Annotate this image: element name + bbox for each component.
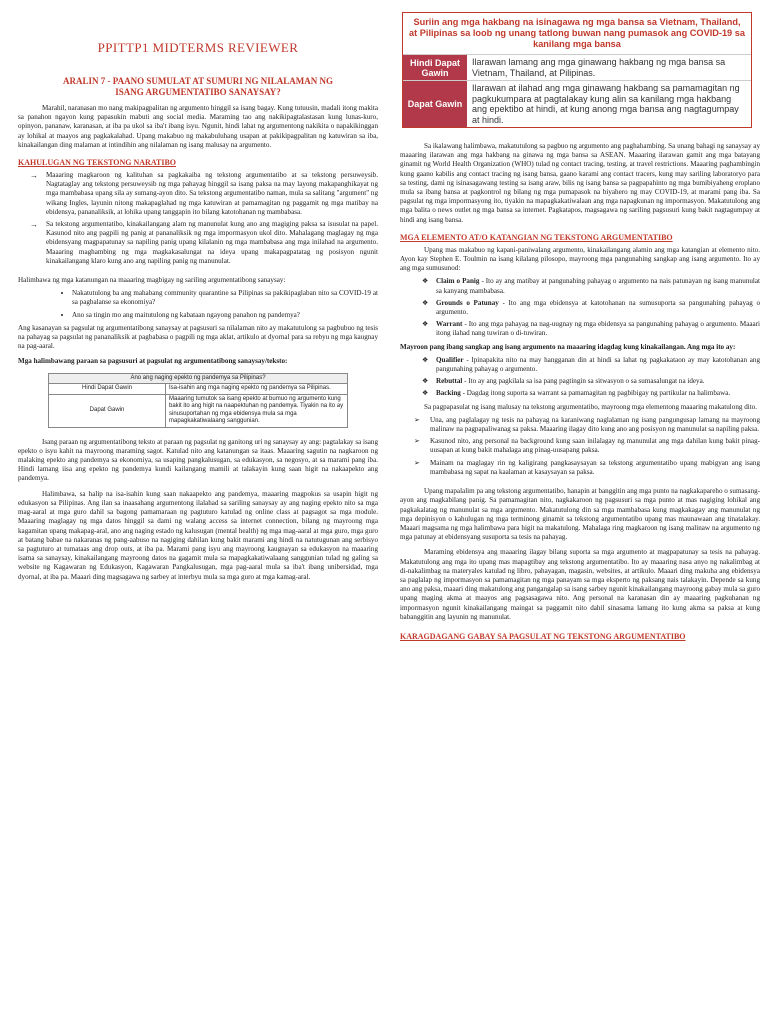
right-column [400,0,760,645]
table-row: Hindi Dapat Gawin Isa-isahin ang mga naging epekto ng pandemya sa Pilipinas. [49,384,348,395]
paragraph: Mayroon pang ibang sangkap ang isang argumento na maaaring idagdag kung kinakailangan. Ang mga ito ay: [400,342,736,351]
list-item: ❖ Grounds o Patunay - Ito ang mga ebidensya at katotohanan na sumusuporta sa pangunahing pahayag o argumento. [436,299,760,317]
list-item: ❖ Warrant - Ito ang mga pahayag na nag-uugnay ng mga ebidensya sa pangunahing pahayag o argumento. Maaari itong ilahad nang tuwiran o di-tuwiran. [436,320,760,338]
section-heading-karagdagan: KARAGDAGANG GABAY SA PAGSULAT NG TEKSTONG ARGUMENTATIBO [400,631,686,641]
lesson-title: ARALIN 7 - PAANO SUMULAT AT SUMURI NG NILALAMAN NG ISANG ARGUMENTATIBO SANAYSAY? [63,76,333,97]
page-title: PPITTP1 MIDTERMS REVIEWER [97,40,299,55]
comparison-box [402,12,752,128]
example-table [48,373,348,428]
list-item: • Ano sa tingin mo ang maitutulong ng kabataan ngayong panahon ng pandemya? [72,311,378,320]
paragraph: Halimbawa ng mga katanungan na maaaring magbigay ng sariling argumentatibong sanaysay: [18,276,286,285]
section-heading-elemento: MGA ELEMENTO AT/O KATANGIAN NG TEKSTONG ARGUMENTATIBO [400,232,673,242]
list-item: ❖ Backing - Dagdag itong suporta sa warrant sa pamamagitan ng pagbibigay ng partikular na halimbawa. [436,389,760,398]
chevron-list [400,416,760,477]
elements-list [400,277,760,338]
list-item: ➢ Una, ang paglalagay ng tesis na pahayag na karaniwang naglalaman ng isang pangungusap lamang na mayroong malinaw na pagpapaliwanag sa paksa. Maaaring ilagay dito kung ano ang posisyon ng manunulat sa napiling paksa. [430,416,760,434]
paragraph: Sa ikalawang halimbawa, makatutulong sa pagbuo ng argumento ang paghahambing. Sa unang bahagi ng sanaysay ay maaaring ilarawan ang mga hakbang na ginawa ng mga bansa sa ASEAN. Maaaring ilarawan gamit ang mga batayang ginamit ng World Health Organization (WHO) tulad ng contact tracing, testing, at travel restrictions. Maaaring paghambingin kung gaano kabilis ang contact tracing ng isang bansa, gaano karami ang contact tracers, kung may sariling laboratoryo para sa testing, dami ng isinasagawang testing sa isang araw, bilis ng isang bansa sa pagpapahinto ng mga bumibiyaheng eroplano mula sa ibang bansa at pagkontrol ng bilang ng mga pumapasok na biyahero ng may COVID-19, at marami pang iba. Sa pagsulat ng mga impormasyong ito, tiyakin na mapagkakatiwalaan ang mga napagkunan ng impormasyon. Makatutulong ang mga balita o news outlet ng mga bansa sa internet. Pagkatapos, magsagawa ng sariling pagsusuri kung bakit nagtagumpay at hindi ang isang bansa. [400,142,760,224]
paragraph: Upang mas makabuo ng kapani-paniwalang argumento, kinakailangang alamin ang mga katangian at elemento nito. Ayon kay Stephen E. Toulmin na isang kilalang pilosopo, mayroong mga pangunahing sangkap ang isang argumento. Ito ay ang mga sumusunod: [400,245,760,273]
arrow-list [18,171,378,266]
table-header: Ano ang naging epekto ng pandemya sa Pilipinas? [49,373,348,384]
list-item: • Nakatutulong ba ang mahabang community quarantine sa Pilipinas sa pakikipaglaban nito sa COVID-19 at sa pagbalanse sa ekonomiya? [72,289,378,307]
list-item: → Sa tekstong argumentatibo, kinakailangang alam ng manunulat kung ano ang magiging paksa sa isusulat na papel. Kasunod nito ang pagpili ng panig at pananaliksik ng mga impormasyon ukol dito. Mahalagang maglagay ng mga ebidensyang magpapatunay sa napiling panig upang kilalanin ng mga mambabasa ang mga inilahad na argumento. Maaaring maghambing ng mga magkakasalungat na ideya upang makapagpatatag ng posisyon ngunit kinakailangang klaro kung ano ang napiling panig ng manunulat. [46,220,378,266]
paragraph: Isang paraan ng argumentatibong teksto at paraan ng pagsulat ng ganitong uri ng sanaysay ay ang: pagtalakay sa isang epekto o isyu kahit na mayroong maraming sagot. Katulad nito ang katanungan sa itaas. Maaaring sagutin na nagkaroon ng malaking epekto ang pandemya sa ekonomiya, sa usaping pangkalusugan, sa edukasyon, sa negosyo, at sa marami pang iba. Hindi lamang iisa ang epekto ng pandemya kundi kailangang mamili at talakayin kung saan higit na nakaapekto ang pandemya. [18,437,378,483]
list-item: ❖ Qualifier - Ipinapakita nito na may hangganan din at hindi sa lahat ng pagkakataon ay may katotohanan ang pangunahing pahayag o argumento. [436,356,760,374]
list-item: ➢ Mainam na maglagay rin ng kaligirang pangkasaysayan sa tekstong argumentatibo upang mabigyan ang isang mambabasa ng sapat na kaalaman at kasaysayan sa paksa. [430,459,760,477]
box-row: Dapat Gawin Ilarawan at ilahad ang mga ginawang hakbang sa pamamagitan ng pagkukumpara at pagtalakay kung alin sa kanilang mga hakbang ang epektibo at hindi, at kung anong mga bansa ang nagtagumpay at hindi. [403,80,751,127]
paragraph: Halimbawa, sa halip na isa-isahin kung saan nakaapekto ang pandemya, maaaring magpokus sa usapin higit ng edukasyon sa Pilipinas. Ang ilan sa inaasahang argumentong ilalahad sa sariling sanaysay ay ang naging epekto nito sa mga mag-aaral at mga guro dahil sa bagong pamamaraan ng pagtuturo katulad ng online class at pagsagot sa mga module. Maaaring maglagay ng mga datos hinggil sa dami ng walang access sa internet connection, bilang ng mayroong mga kagamitan upang makapag-aral, ano ang naging estado ng kalusugan (mental health) ng mga mag-aaral at mga guro, mga guro at batang babae na nakaranas ng pang-aabuso na nagiging dahilan kung bakit marami ang hindi na natutugunan ang serbisyo sa pagtuturo at tumataas ang drop outs, at iba pa. Marami pang isyu ang mayroong kaugnayan sa edukasyon na maaaring isama sa sanaysay, kinakailangang mayroong datos na gagamit mula sa mapagkakatiwalaang sanggunian tulad ng galing sa website ng Kagawaran ng Edukasyon, Kagawaran Pangkalusugan, mga pag-aaral mula sa iba't ibang unibersidad, mga dyornal, at iba pa. Maaari ding magsagawa ng sarbey at interbyu mula sa mga guro at mga kamag-aral. [18,489,378,581]
paragraph: Maraming ebidensya ang maaaring ilagay bilang suporta sa mga argumento at magpapatunay sa tesis na pahayag. Makatutulong ang mga ito upang mas mapagtibay ang tekstong argumentatibo. Ito ay maaaring nasa anyo ng nakalimbag at di-nakalimbag na materyales katulad ng libro, pahayagan, magasin, websites, at artikulo. Maaari ding makuha ang ebidensya sa paglalap ng impormasyon sa pamamagitan ng mga panayam sa mga eksperto ng paksang nais talakayin. Depende sa kung ano ang paksa, maaari ding makatulong ang pangangalap sa isang sarbey ngunit kinakailangang mayroong gabay mula sa guro upang maging akma at maayos ang pagsasagawa nito. Ang personal na karanasan din ay maaaring pagkuhanan ng impormasyon ngunit kinakailangang maingat sa paggamit nito dahil sinasama lamang ito kung akma sa paksa at kung babanggitin ang layunin ng manunulat. [400,548,760,621]
list-item: ❖ Claim o Panig - Ito ay ang matibay at pangunahing pahayag o argumento na nais patunayan ng isang manunulat sa kanyang mambabasa. [436,277,760,295]
table-row: Dapat Gawin Maaaring tumutok sa isang epekto at bumuo ng argumento kung bakit ito ang higit na naapektuhan ng pandemya. Tiyakin na ito ay sinusuportahan ng mga ebidensya mula sa mga mapagkakatiwalaang sanggunian. [49,394,348,427]
list-item: ➢ Kasunod nito, ang personal na background kung saan inilalagay ng manunulat ang mga dahilan kung bakit pinag-uusapan at kung bakit mahalaga ang pinag-uusapang paksa. [430,437,760,455]
box-heading: Suriin ang mga hakbang na isinagawa ng mga bansa sa Vietnam, Thailand, at Pilipinas sa loob ng unang tatlong buwan nang pumasok ang COVID-19 sa kanilang mga bansa [409,17,745,49]
box-row: Hindi Dapat Gawin Ilarawan lamang ang mga ginawang hakbang ng mga bansa sa Vietnam, Thailand, at Pilipinas. [403,54,751,80]
paragraph: Ang kasanayan sa pagsulat ng argumentatibong sanaysay at pagsusuri sa nilalaman nito ay makatutulong sa pagbubuo ng tesis na pahayag sa pagsulat ng pananaliksik at pagbabasa o pagpili ng mga aklat, artikulo at dyornal para sa rebyu ng mga kaugnay na pag-aaral. [18,323,378,351]
left-column [18,0,378,582]
bullet-list [18,289,378,320]
list-item: ❖ Rebuttal - Ito ay ang pagkilala sa isa pang pagtingin sa sitwasyon o sa sumasalungat na ideya. [436,377,760,386]
paragraph: Mga halimbawang paraan sa pagsusuri at pagsulat ng argumentatibong sanaysay/teksto: [18,357,288,366]
paragraph: Upang mapalalim pa ang tekstong argumentatibo, hanapin at banggitin ang mga punto na nagkakapareho o sumasang-ayon ang magkabilang panig. Sa pamamagitan nito, nagkakaroon ng pagsusuri sa mga punto at mas nagiging lohikal ang pagkakalatag ng manunulat sa mga argumento. Makatutulong din sa mga mambabasa kung magkakagay ang manunulat ng mga depinisyon o kahulugan ng mga terminong ginamit sa tekstong argumentatibo upang mas maunawaan ang tinatalakay. Maaari magsama ng mga halimbawa para higit na makatulong. Mahalaga ring magkaroon ng isang malinaw na argumento ng mga patunay at ebidensyang susuporta sa tesis na pahayag. [400,487,760,542]
section-heading-kahulugan: KAHULUGAN NG TEKSTONG NARATIBO [18,158,177,168]
paragraph: Sa pagpapasulat ng isang malusay na tekstong argumentatibo, mayroong mga elementong maaaring makatulong dito. [424,402,757,411]
elements-list-2 [400,356,760,399]
intro-paragraph: Marahil, naranasan mo nang makipagpalitan ng argumento hinggil sa isang bagay. Kung tutuusin, madali itong makita sa panahon ngayon kung papasukin mabuti ang social media. Maraming tao ang nakikipagtalastasan kung lunas-kuro, opinyon, pananaw, karanasan, at iba pa ukol sa iba't ibang isyu. Ngunit, hindi lahat ng argumentong nakikita o napakikinggan ay lohikal at maayos ang pagkakalahad. Upang makabuo ng makabuluhang usapan at pakikipagpalitan ng katuwiran sa iba, kinakailangan ding malaman at intindihin ang nilalaman ng isang malusay na argumento. [18,104,378,149]
list-item: → Maaaring magkaroon ng kalituhan sa pagkakaiba ng tekstong argumentatibo at sa tekstong persuweysib. Nagtataglay ang tekstong persuweysib ng mga pahayag hinggil sa isang paksa na may layong makapanghikayat ng mga mambabasa upang sila ay sumang-ayon dito. Sa tekstong argumentatibo naman, mula sa salitang "argument" ng wikang Ingles, layunin nitong makapaglahad ng mga katuwiran at pamamagitan ng paggamit ng mga matibay na ebidensya, pananaliksik, at lohika upang tanggapin ito bilang katotohanan ng mambabasa. [46,171,378,217]
